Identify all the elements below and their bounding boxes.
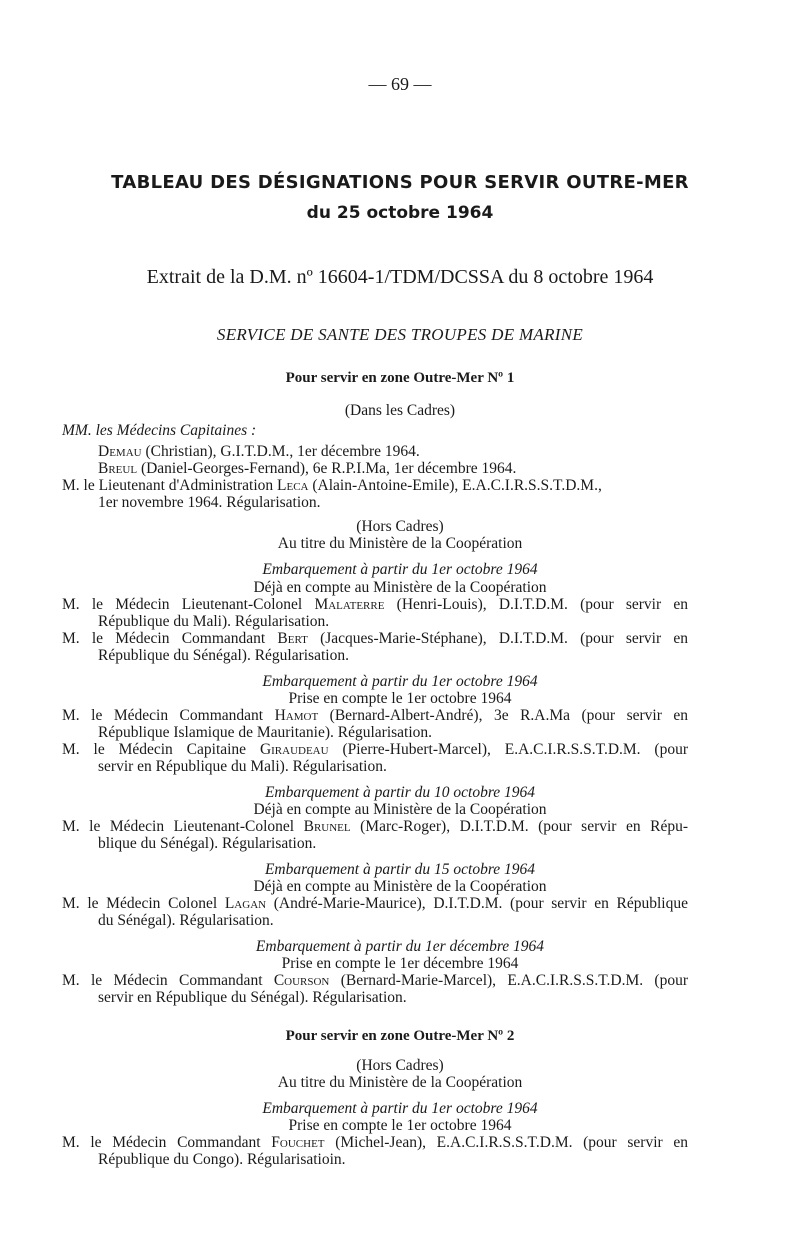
surname: Giraudeau <box>259 741 329 758</box>
compte-heading: Prise en compte le 1er octobre 1964 <box>288 1117 512 1134</box>
mm-medecins-capitaines-label: MM. les Médecins Capitaines : <box>62 422 257 439</box>
entry-courson: M. le Médecin Commandant Courson (Bernard-Marie-Marcel), E.A.C.I.R.S.S.T.D.M. (pour <box>62 972 688 989</box>
entry-bert: M. le Médecin Commandant Bert (Jacques-Marie-Stéphane), D.I.T.D.M. (pour servir en <box>62 630 688 647</box>
entry-fouchet-line2: République du Congo). Régularisatioin. <box>98 1151 346 1168</box>
entry-hamot-line2: République Islamique de Mauritanie). Régularisation. <box>98 724 433 741</box>
hors-cadres-heading: (Hors Cadres) <box>356 1057 444 1074</box>
surname: Fouchet <box>271 1134 325 1151</box>
entry-bert-line2: République du Sénégal). Régularisation. <box>98 647 349 664</box>
entry-demau: Demau (Christian), G.I.T.D.M., 1er décembre 1964. <box>98 443 420 460</box>
compte-heading: Déjà en compte au Ministère de la Coopération <box>253 579 547 596</box>
entry-brunel-line2: blique du Sénégal). Régularisation. <box>98 835 317 852</box>
surname: Hamot <box>274 707 319 724</box>
entry-hamot: M. le Médecin Commandant Hamot (Bernard-Albert-André), 3e R.A.Ma (pour servir en <box>62 707 688 724</box>
dans-les-cadres-heading: (Dans les Cadres) <box>344 402 456 419</box>
entry-leca: M. le Lieutenant d'Administration Leca (Alain-Antoine-Emile), E.A.C.I.R.S.S.T.D.M., <box>62 477 602 494</box>
compte-heading: Déjà en compte au Ministère de la Coopération <box>253 801 547 818</box>
embarquement-heading: Embarquement à partir du 15 octobre 1964 <box>264 861 536 878</box>
surname: Courson <box>273 972 330 989</box>
entry-lagan: M. le Médecin Colonel Lagan (André-Marie-Maurice), D.I.T.D.M. (pour servir en République <box>62 895 688 912</box>
surname: Lagan <box>224 895 267 912</box>
surname: Malaterre <box>314 596 385 613</box>
document-subtitle: du 25 octobre 1964 <box>306 203 494 223</box>
entry-giraudeau-line2: servir en République du Mali). Régularisation. <box>98 758 387 775</box>
embarquement-heading: Embarquement à partir du 1er décembre 1964 <box>255 938 545 955</box>
entry-fouchet: M. le Médecin Commandant Fouchet (Michel-Jean), E.A.C.I.R.S.S.T.D.M. (pour servir en <box>62 1134 688 1151</box>
ministere-heading: Au titre du Ministère de la Coopération <box>277 1074 523 1091</box>
document-title: TABLEAU DES DÉSIGNATIONS POUR SERVIR OUTRE-MER <box>111 172 689 193</box>
hors-cadres-heading: (Hors Cadres) <box>356 518 444 535</box>
entry-courson-line2: servir en République du Sénégal). Régularisation. <box>98 989 407 1006</box>
surname: Brunel <box>303 818 351 835</box>
page-number: — 69 — <box>368 74 432 94</box>
ministere-heading: Au titre du Ministère de la Coopération <box>277 535 523 552</box>
surname: Breul <box>98 460 138 477</box>
entry-malaterre: M. le Médecin Lieutenant-Colonel Malaterre (Henri-Louis), D.I.T.D.M. (pour servir en <box>62 596 688 613</box>
compte-heading: Prise en compte le 1er octobre 1964 <box>288 690 512 707</box>
surname: Bert <box>277 630 308 647</box>
embarquement-heading: Embarquement à partir du 10 octobre 1964 <box>264 784 536 801</box>
entry-lagan-line2: du Sénégal). Régularisation. <box>98 912 274 929</box>
extract-reference: Extrait de la D.M. nº 16604-1/TDM/DCSSA du 8 octobre 1964 <box>146 266 654 288</box>
entry-brunel: M. le Médecin Lieutenant-Colonel Brunel (Marc-Roger), D.I.T.D.M. (pour servir en Répu- <box>62 818 688 835</box>
surname: Demau <box>98 443 142 460</box>
embarquement-heading: Embarquement à partir du 1er octobre 1964 <box>262 1100 538 1117</box>
service-heading: SERVICE DE SANTE DES TROUPES DE MARINE <box>216 325 584 344</box>
entry-giraudeau: M. le Médecin Capitaine Giraudeau (Pierre-Hubert-Marcel), E.A.C.I.R.S.S.T.D.M. (pour <box>62 741 688 758</box>
entry-leca-line2: 1er novembre 1964. Régularisation. <box>98 494 321 511</box>
embarquement-heading: Embarquement à partir du 1er octobre 1964 <box>262 673 538 690</box>
entry-breul: Breul (Daniel-Georges-Fernand), 6e R.P.I.Ma, 1er décembre 1964. <box>98 460 517 477</box>
surname: Leca <box>277 477 309 494</box>
entry-malaterre-line2: République du Mali). Régularisation. <box>98 613 330 630</box>
embarquement-heading: Embarquement à partir du 1er octobre 1964 <box>262 561 538 578</box>
compte-heading: Prise en compte le 1er décembre 1964 <box>281 955 519 972</box>
compte-heading: Déjà en compte au Ministère de la Coopération <box>253 878 547 895</box>
zone-2-heading: Pour servir en zone Outre-Mer Nº 2 <box>285 1028 515 1044</box>
zone-1-heading: Pour servir en zone Outre-Mer Nº 1 <box>285 370 515 386</box>
